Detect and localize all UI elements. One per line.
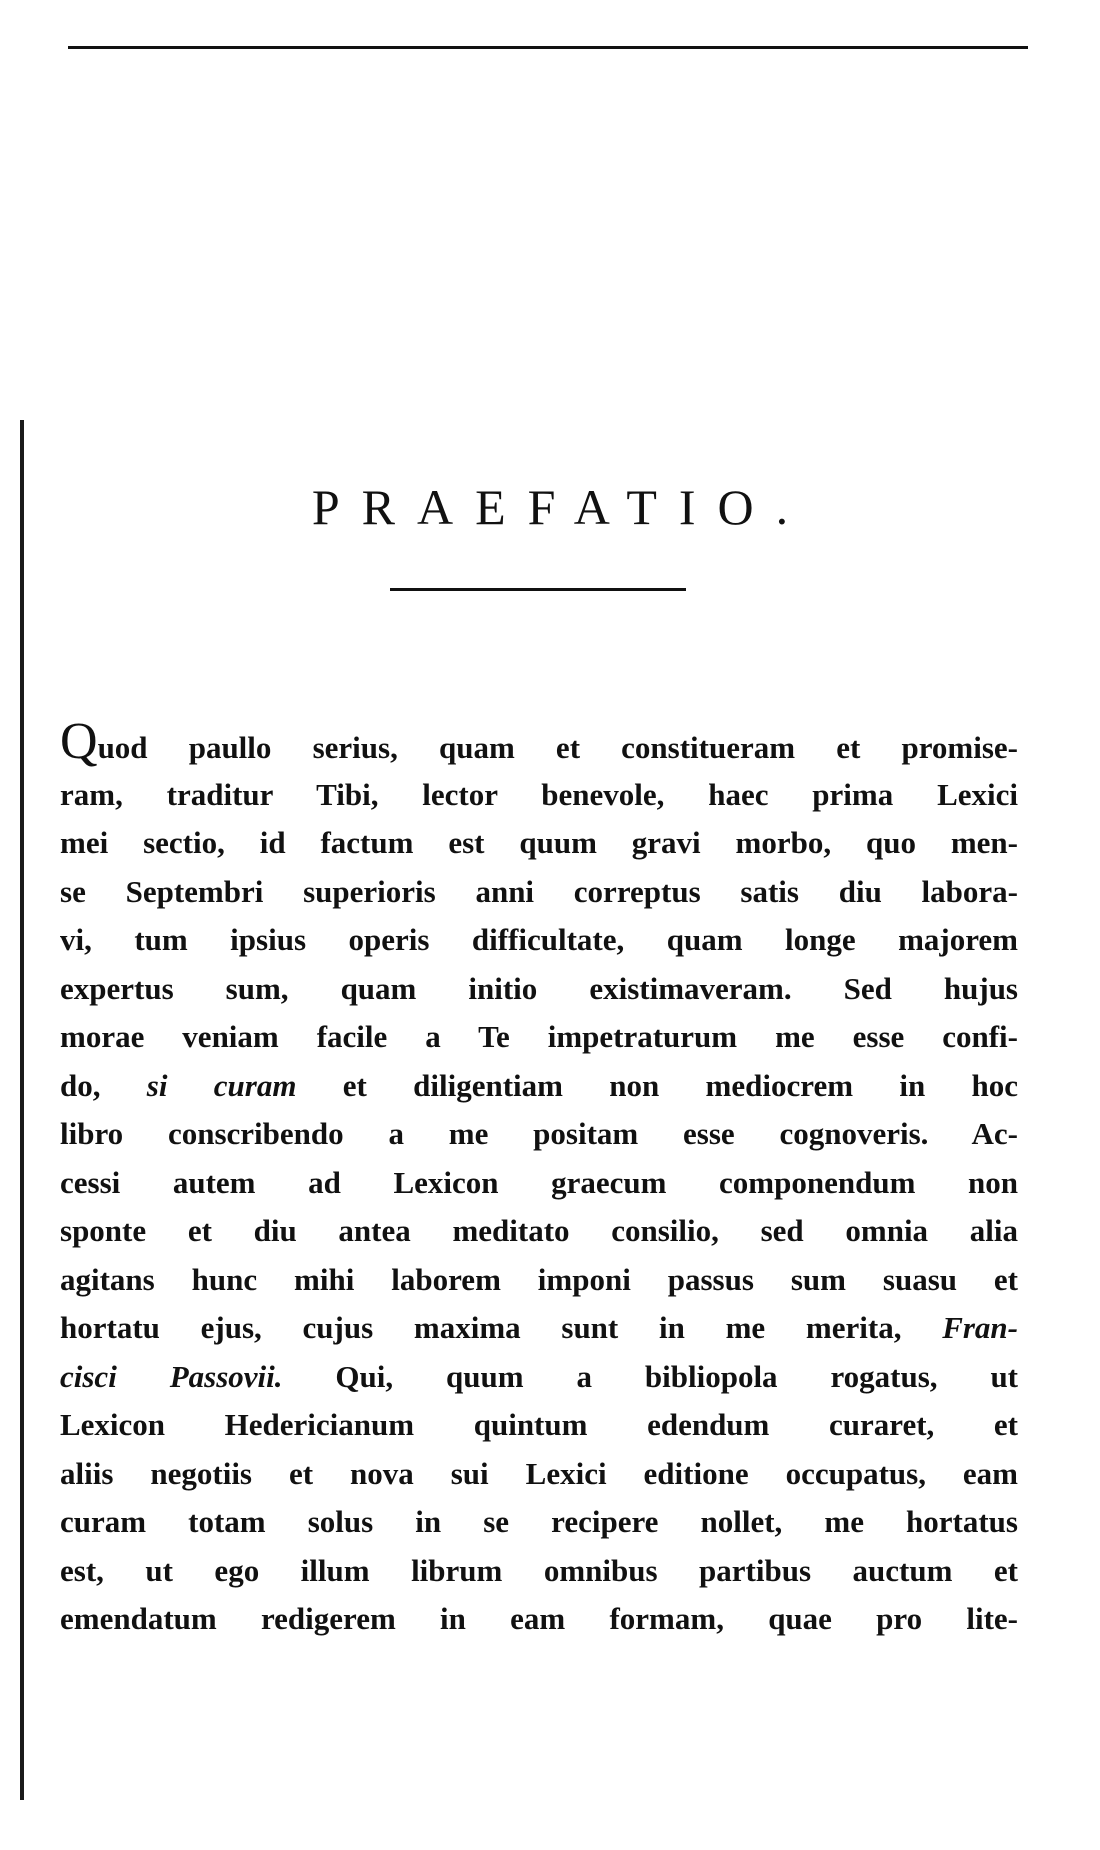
text-line [60,1256,1018,1305]
text-segment: se Septembri superioris anni correptus satis diu labora- [60,873,1018,909]
body-text [60,713,1019,1644]
heading-rule [390,588,686,591]
text-segment: hortatu ejus, cujus maxima sunt in me merita, [60,1310,943,1345]
text-segment: emendatum redigerem in eam formam, quae pro lite- [60,1601,1018,1636]
text-line [60,771,1018,820]
text-line [60,916,1018,965]
text-line [60,965,1018,1014]
text-line [60,1498,1018,1547]
text-line [60,1062,1018,1111]
text-segment: vi, tum ipsius operis difficultate, quam longe majorem [60,922,1018,957]
text-segment: sponte et diu antea meditato consilio, sed omnia alia [60,1213,1018,1248]
page-title: PRAEFATIO. [311,479,811,535]
text-segment: et diligentiam non mediocrem in hoc [296,1067,1018,1103]
text-segment: Lexicon Hedericianum quintum edendum curaret, et [60,1407,1018,1442]
text-line [60,1450,1018,1499]
text-segment: Fran- [942,1310,1018,1345]
text-line [60,868,1018,917]
text-line [60,1207,1018,1256]
top-rule [68,46,1028,49]
text-segment: mei sectio, id factum est quum gravi morbo, quo men- [60,825,1018,860]
text-segment: morae veniam facile a Te impetraturum me esse confi- [60,1019,1018,1054]
text-line [60,1595,1018,1644]
text-line [60,1159,1018,1208]
text-segment: libro conscribendo a me positam esse cognoveris. Ac- [60,1116,1018,1151]
text-segment: agitans hunc mihi laborem imponi passus sum suasu et [60,1261,1018,1297]
text-segment: expertus sum, quam initio existimaveram. Sed hujus [60,970,1018,1006]
text-line [60,1304,1018,1353]
text-segment: curam totam solus in se recipere nollet, me hortatus [60,1504,1018,1539]
text-line [60,713,1018,771]
text-segment: Qui, quum a bibliopola rogatus, ut [282,1358,1019,1394]
page-edge-line [20,420,24,1800]
text-segment: est, ut ego illum librum omnibus partibus auctum et [60,1552,1018,1588]
text-segment: ram, traditur Tibi, lector benevole, haec prima Lexici [60,776,1018,812]
text-line [60,1110,1018,1159]
text-line [60,819,1018,868]
text-segment: cisci Passovii. [60,1358,283,1394]
text-line [60,1401,1018,1450]
text-segment: do, [60,1067,147,1103]
text-segment: si curam [146,1067,297,1103]
text-line [60,1547,1018,1596]
text-line [60,1013,1018,1062]
drop-cap: Q [60,713,98,770]
text-segment: uod paullo serius, quam et constitueram et promise- [97,730,1018,765]
text-line [60,1353,1018,1402]
text-segment: aliis negotiis et nova sui Lexici editione occupatus, eam [60,1455,1019,1491]
text-segment: cessi autem ad Lexicon graecum componendum non [60,1164,1018,1200]
